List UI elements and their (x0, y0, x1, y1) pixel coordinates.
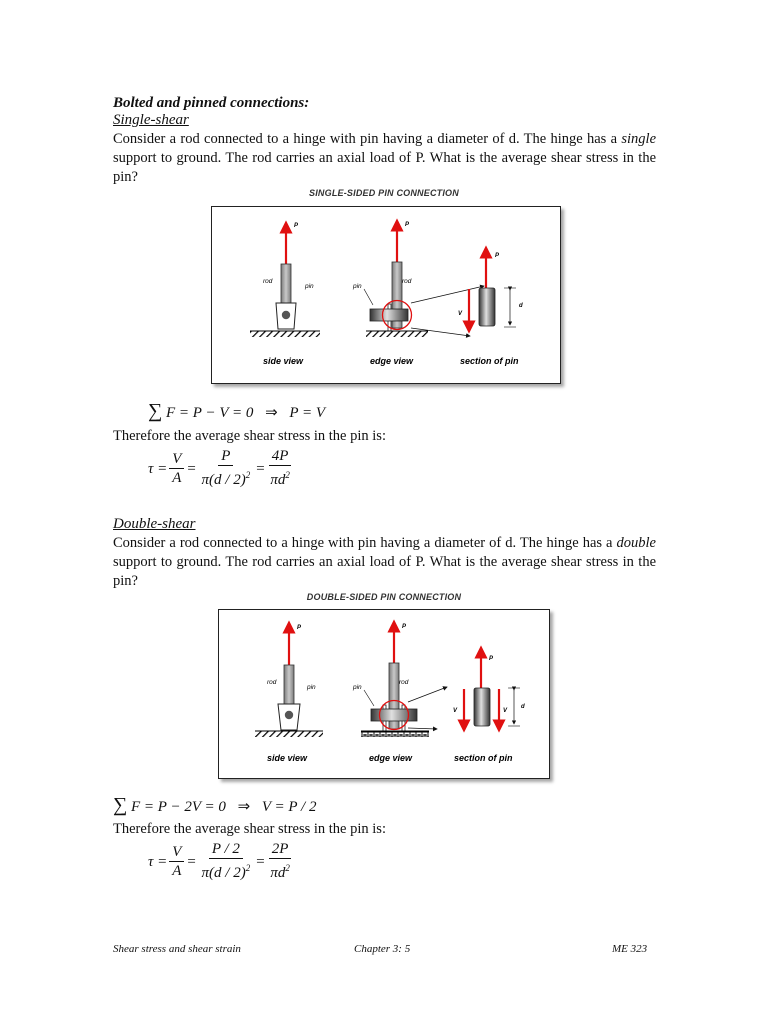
label-V: V (503, 708, 508, 714)
label-rod: rod (267, 679, 277, 686)
eq-sum: F = P − V = 0 (166, 405, 254, 421)
label-V: V (453, 708, 458, 714)
eq-tau: τ = (148, 853, 168, 870)
eq-den: π(d / 2) (201, 472, 246, 488)
rod (284, 665, 294, 705)
eq-num: V (169, 844, 184, 862)
eq-den: A (172, 469, 182, 486)
ground (250, 331, 320, 337)
label-edge-view: edge view (370, 356, 414, 366)
label-P: P (297, 625, 302, 631)
eq-sum: F = P − 2V = 0 (131, 799, 226, 815)
footer-center: Chapter 3: 5 (354, 943, 411, 955)
double-pin-diagram (219, 610, 549, 778)
single-equilibrium-equation (148, 400, 325, 423)
ground (255, 731, 323, 737)
section-of-pin (458, 252, 523, 366)
eq-den: πd (270, 865, 286, 881)
para-line: stress in the pin? (113, 150, 657, 185)
label-pin: pin (353, 283, 362, 290)
eq-num: 4P (269, 448, 292, 466)
double-equilibrium-equation (113, 794, 316, 817)
eq-equals: = (186, 460, 197, 477)
eq-equals: = (186, 853, 197, 870)
rod (281, 264, 291, 304)
label-side-view: side view (263, 356, 304, 366)
label-rod: rod (402, 278, 412, 285)
para-line: stress in the pin? (113, 554, 657, 589)
label-pin: pin (305, 283, 314, 290)
side-view (255, 625, 323, 763)
eq-den: πd (270, 472, 286, 488)
eq-sup: 2 (245, 470, 251, 480)
para-line: Consider a rod connected to a hinge with pin having a diameter of d. The hinge has a (113, 131, 618, 147)
eq-den: π(d / 2) (201, 865, 246, 881)
double-shear-title: Double-shear (113, 516, 196, 532)
label-d: d (521, 704, 525, 710)
eq-den: A (172, 862, 182, 879)
sum-symbol: ∑ (113, 794, 128, 816)
section-of-pin (453, 652, 525, 763)
label-P: P (405, 222, 410, 228)
eq-num: P (218, 448, 233, 466)
label-P: P (495, 253, 500, 259)
label-side-view: side view (267, 753, 308, 763)
single-pin-figure (211, 206, 561, 384)
para-line: Consider a rod connected to a hinge with pin having a diameter of d. The hinge has a (113, 535, 613, 551)
eq-num: P / 2 (209, 841, 243, 859)
label-pin: pin (353, 684, 362, 691)
para-emphasis: double (616, 535, 656, 551)
para-emphasis: single (621, 131, 657, 147)
pin-section (474, 688, 490, 726)
label-P: P (402, 624, 407, 630)
edge-view (352, 624, 447, 763)
eq-sum-result: V = P / 2 (261, 799, 317, 815)
sum-symbol: ∑ (148, 400, 163, 422)
double-result-text: Therefore the average shear stress in the pin is: (113, 821, 386, 837)
label-section-of-pin: section of pin (454, 753, 513, 763)
eq-num: 2P (269, 841, 292, 859)
para-line: support to ground. The rod carries an axial load of P. What is the average shear (113, 150, 582, 166)
pin (285, 711, 293, 719)
label-V: V (458, 311, 463, 317)
implies-symbol: ⇒ (265, 405, 278, 421)
eq-num: V (169, 451, 184, 469)
pin (371, 709, 417, 721)
eq-sup: 2 (245, 863, 251, 873)
footer-right: ME 323 (612, 943, 648, 955)
label-section-of-pin: section of pin (460, 356, 519, 366)
eq-equals: = (255, 460, 266, 477)
label-pin: pin (307, 684, 316, 691)
single-figure-caption: SINGLE-SIDED PIN CONNECTION (309, 188, 459, 198)
pin-section (479, 288, 495, 326)
label-rod: rod (263, 278, 273, 285)
section-heading: Bolted and pinned connections: (113, 95, 310, 111)
single-shear-paragraph (113, 130, 656, 187)
double-pin-figure (218, 609, 550, 779)
para-line: support to ground. The rod carries an axial load of P. What is the average shear (113, 554, 582, 570)
pin (282, 311, 290, 319)
double-figure-caption: DOUBLE-SIDED PIN CONNECTION (306, 592, 462, 602)
single-shear-stress-equation (148, 448, 295, 490)
side-view (250, 223, 320, 366)
double-shear-paragraph (113, 534, 656, 591)
label-edge-view: edge view (369, 753, 413, 763)
pin (370, 309, 408, 321)
single-result-text: Therefore the average shear stress in the pin is: (113, 428, 386, 444)
eq-equals: = (255, 853, 266, 870)
label-d: d (519, 303, 523, 309)
eq-tau: τ = (148, 460, 168, 477)
implies-symbol: ⇒ (237, 799, 251, 815)
ground (366, 331, 428, 337)
single-pin-diagram (212, 207, 560, 383)
label-P: P (489, 656, 494, 662)
edge-view (352, 222, 484, 366)
footer-left: Shear stress and shear strain (113, 943, 241, 955)
eq-sum-result: P = V (289, 405, 326, 421)
label-P: P (294, 223, 299, 229)
eq-sup: 2 (285, 470, 290, 480)
single-shear-title: Single-shear (113, 112, 189, 128)
double-shear-stress-equation (148, 841, 295, 883)
eq-sup: 2 (285, 863, 290, 873)
ground (361, 731, 429, 737)
label-rod: rod (399, 679, 409, 686)
